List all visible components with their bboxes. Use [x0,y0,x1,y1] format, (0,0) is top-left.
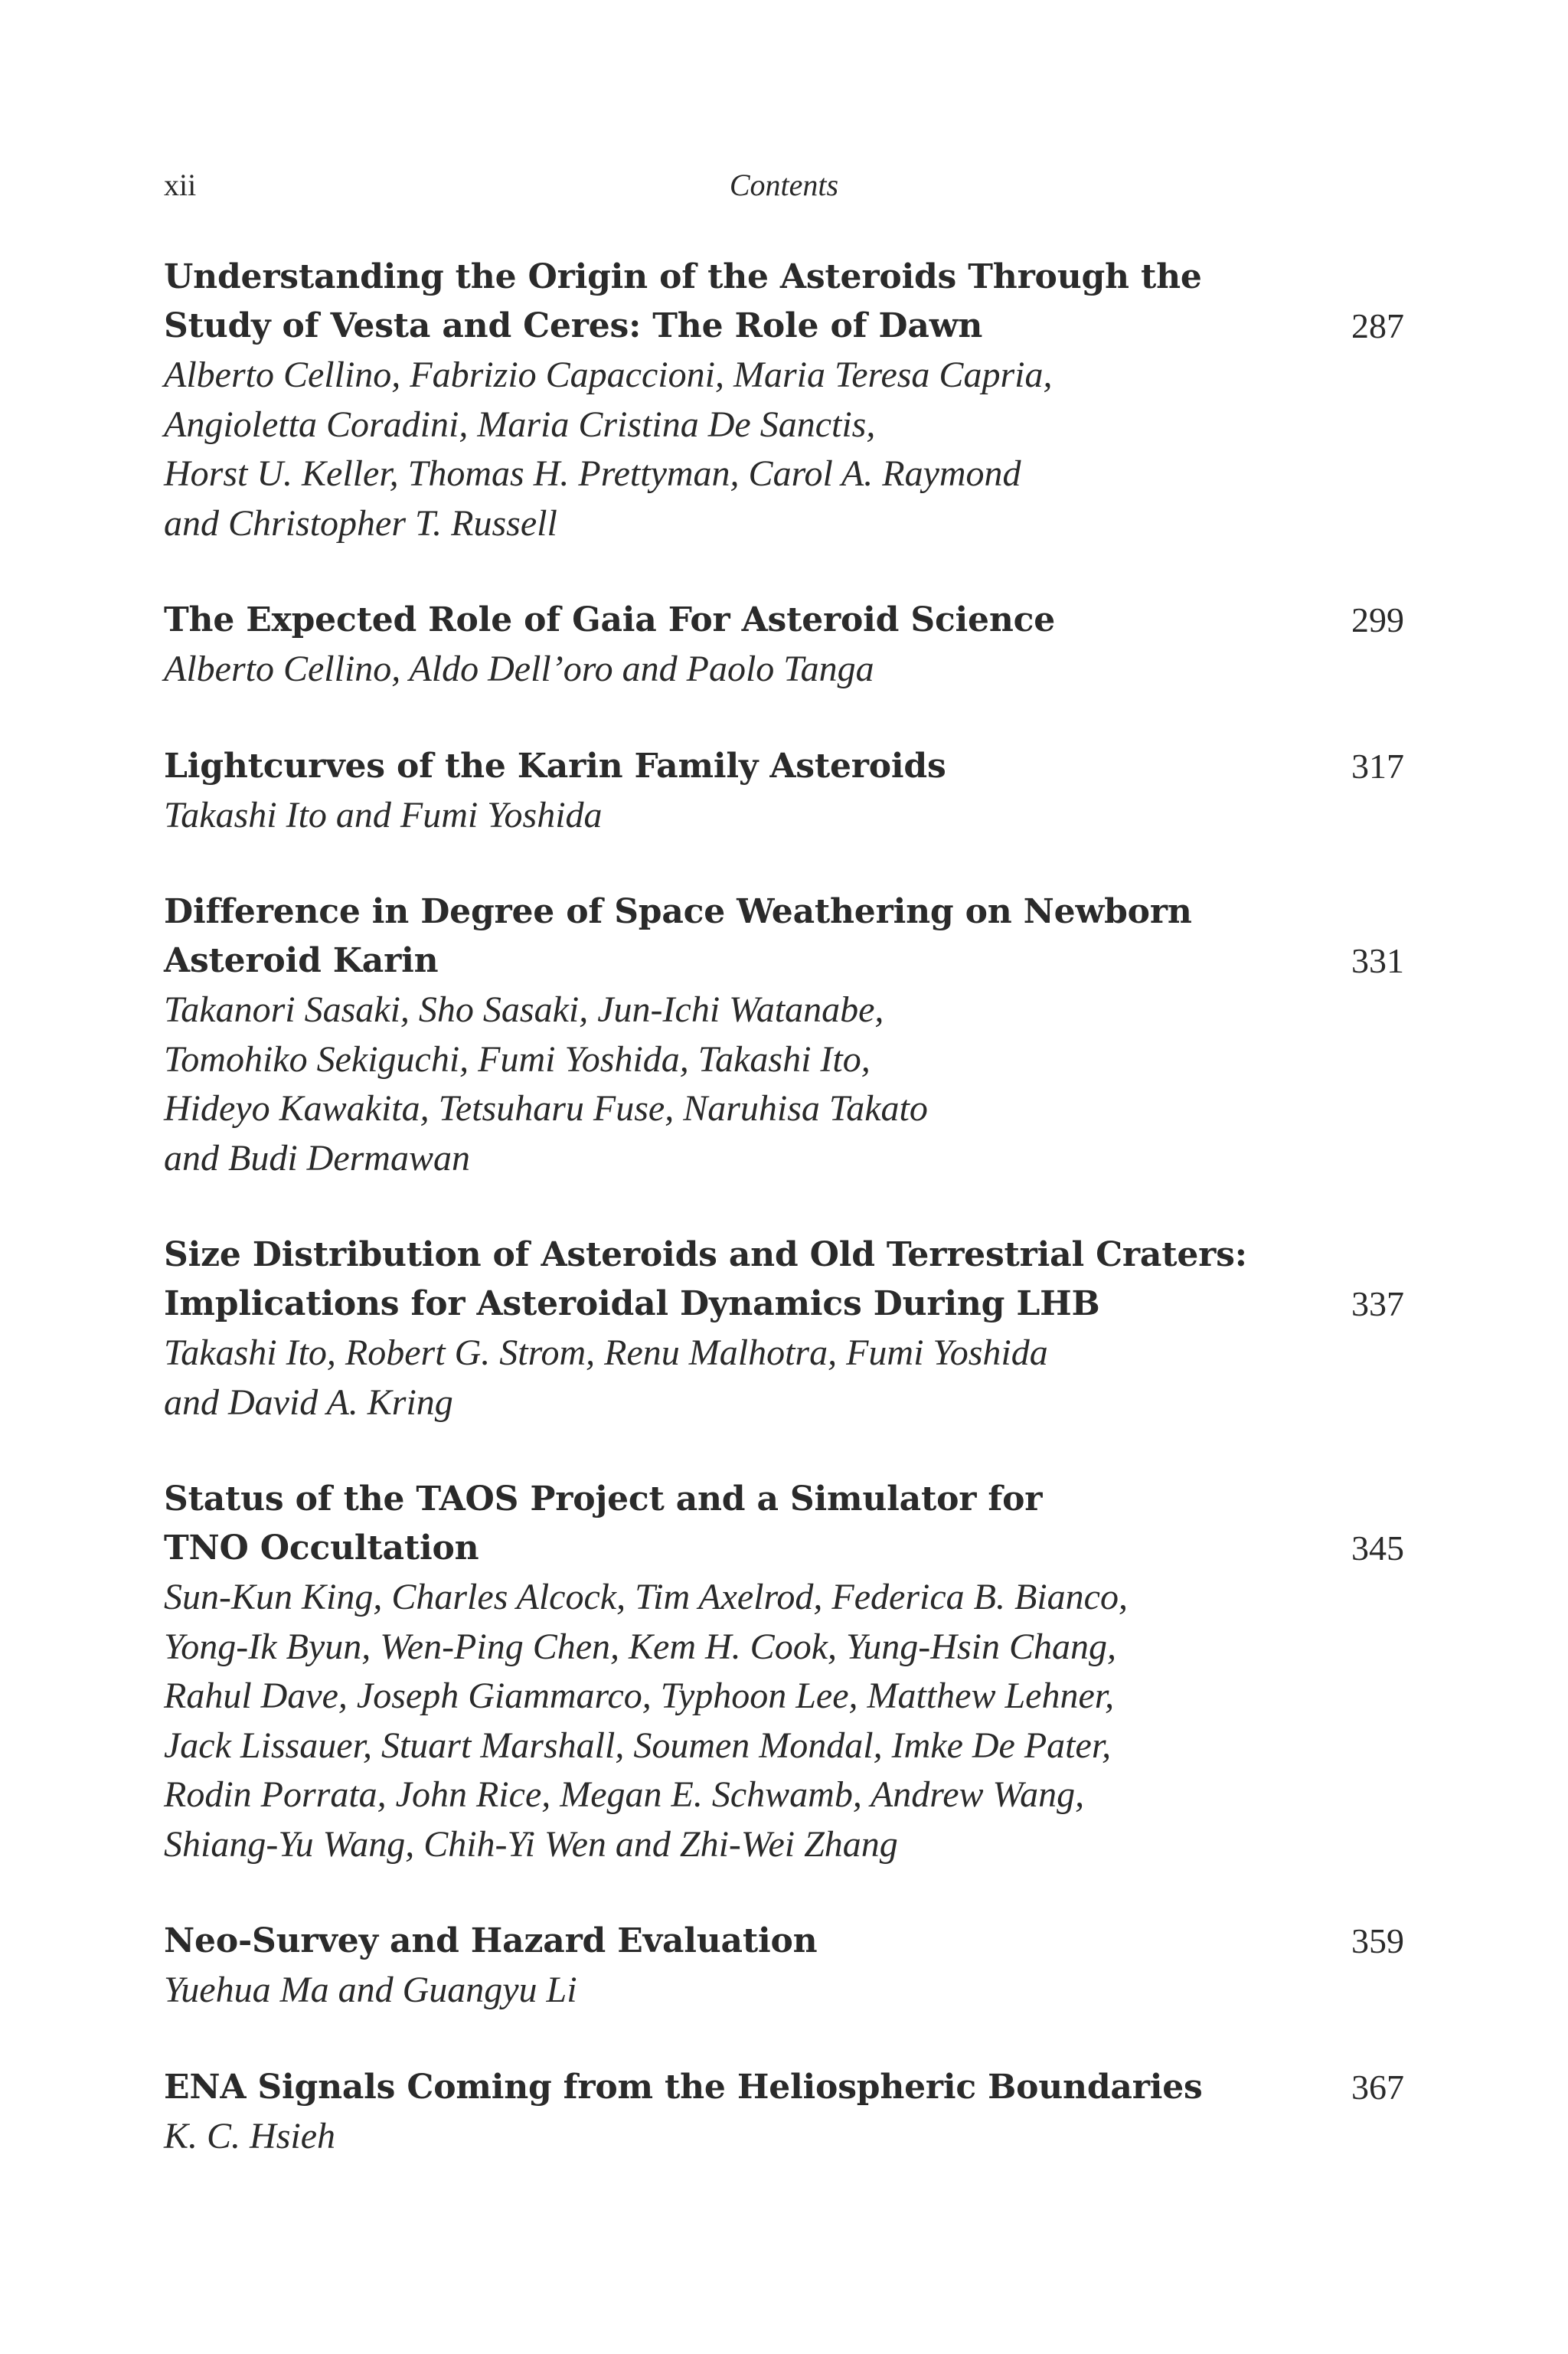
entry-page-number: 331 [1351,941,1404,980]
entry-title [164,1475,1328,1573]
entry-title-line: Implications for Asteroidal Dynamics During LHB [164,1284,1100,1323]
entry-authors [164,2112,1404,2162]
entry-title [164,1917,1328,1966]
toc-entry [164,253,1404,548]
toc-entry [164,1475,1404,1869]
entry-author-line: Yuehua Ma and Guangyu Li [164,1970,577,2010]
entry-author-line: and Budi Dermawan [164,1137,470,1179]
entry-title [164,596,1328,645]
entry-author-line: Horst U. Keller, Thomas H. Prettyman, Carol A. Raymond [164,453,1021,494]
entry-authors [164,791,1404,841]
entry-title-line: Difference in Degree of Space Weathering on Newborn [164,892,1192,931]
toc-entry [164,888,1404,1183]
entry-page-number: 317 [1351,746,1404,786]
entry-title [164,253,1328,351]
entry-title-line: Size Distribution of Asteroids and Old Terrestrial Craters: [164,1235,1247,1274]
table-of-contents [164,253,1404,2209]
entry-page-number: 359 [1351,1921,1404,1960]
toc-entry [164,1917,1404,2016]
entry-title [164,1231,1328,1329]
entry-title-line: Asteroid Karin [164,941,439,980]
entry-author-line: Takashi Ito, Robert G. Strom, Renu Malhotra, Fumi Yoshida [164,1332,1048,1373]
entry-authors [164,1966,1404,2016]
entry-authors [164,1329,1404,1427]
entry-title-line: Neo-Survey and Hazard Evaluation [164,1921,818,1960]
entry-author-line: Tomohiko Sekiguchi, Fumi Yoshida, Takashi Ito, [164,1038,871,1080]
entry-page-number: 287 [1351,306,1404,345]
toc-entry [164,742,1404,841]
entry-author-line: and Christopher T. Russell [164,502,557,544]
entry-author-line: Jack Lissauer, Stuart Marshall, Soumen Mondal, Imke De Pater, [164,1725,1112,1766]
entry-author-line: Rodin Porrata, John Rice, Megan E. Schwamb, Andrew Wang, [164,1774,1085,1815]
entry-title-line: The Expected Role of Gaia For Asteroid Science [164,600,1056,639]
entry-title-line: ENA Signals Coming from the Heliospheric Boundaries [164,2067,1203,2107]
page-number: xii [164,168,197,202]
entry-title [164,2063,1328,2112]
entry-authors [164,645,1404,695]
entry-author-line: and David A. Kring [164,1381,453,1423]
entry-author-line: Alberto Cellino, Aldo Dell’oro and Paolo Tanga [164,649,874,689]
entry-page-number: 299 [1351,600,1404,639]
entry-title-line: Study of Vesta and Ceres: The Role of Dawn [164,306,983,345]
entry-authors [164,1573,1404,1869]
entry-author-line: K. C. Hsieh [164,2115,336,2156]
entry-author-line: Hideyo Kawakita, Tetsuharu Fuse, Naruhisa Takato [164,1088,928,1129]
toc-entry [164,2063,1404,2162]
entry-author-line: Takanori Sasaki, Sho Sasaki, Jun-Ichi Watanabe, [164,989,884,1030]
running-title: Contents [729,168,839,202]
entry-title-line: Understanding the Origin of the Asteroids Through the [164,257,1202,296]
entry-title [164,888,1328,986]
entry-page-number: 337 [1351,1284,1404,1323]
entry-author-line: Shiang-Yu Wang, Chih-Yi Wen and Zhi-Wei Zhang [164,1823,898,1865]
running-head [164,162,1404,208]
entry-title [164,742,1328,791]
toc-entry [164,1231,1404,1427]
entry-author-line: Rahul Dave, Joseph Giammarco, Typhoon Lee, Matthew Lehner, [164,1676,1115,1716]
entry-page-number: 345 [1351,1528,1404,1568]
entry-title-line: Status of the TAOS Project and a Simulator for [164,1479,1043,1519]
entry-author-line: Alberto Cellino, Fabrizio Capaccioni, Maria Teresa Capria, [164,355,1053,395]
entry-author-line: Takashi Ito and Fumi Yoshida [164,794,603,835]
entry-authors [164,351,1404,548]
entry-authors [164,986,1404,1183]
toc-entry [164,596,1404,695]
entry-title-line: TNO Occultation [164,1528,479,1568]
entry-author-line: Sun-Kun King, Charles Alcock, Tim Axelrod, Federica B. Bianco, [164,1577,1128,1617]
entry-title-line: Lightcurves of the Karin Family Asteroids [164,746,946,786]
entry-author-line: Yong-Ik Byun, Wen-Ping Chen, Kem H. Cook, Yung-Hsin Chang, [164,1626,1116,1667]
entry-page-number: 367 [1351,2067,1404,2107]
entry-author-line: Angioletta Coradini, Maria Cristina De Sanctis, [164,404,876,445]
